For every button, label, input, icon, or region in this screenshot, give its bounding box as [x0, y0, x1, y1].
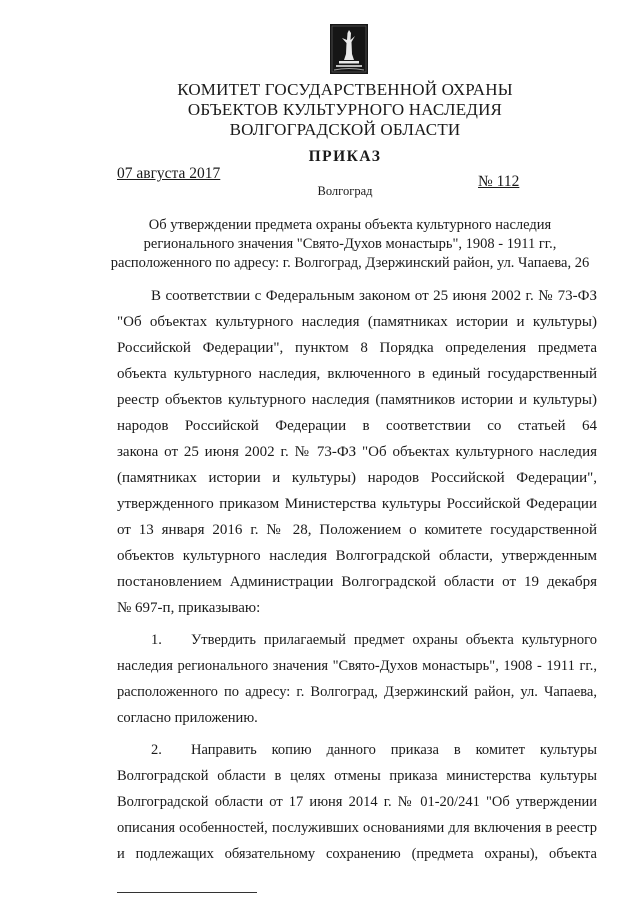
- org-line: КОМИТЕТ ГОСУДАРСТВЕННОЙ ОХРАНЫ: [177, 80, 513, 99]
- text-line: и подлежащих обязательному сохранению (предмета охраны), объекта: [117, 846, 597, 862]
- item-first-line: Утвердить прилагаемый предмет охраны объекта культурного: [191, 632, 597, 648]
- order-item-1: [117, 627, 597, 731]
- text-line: народов Российской Федерации в соответствии со статьей 64: [117, 418, 597, 434]
- org-line: ОБЪЕКТОВ КУЛЬТУРНОГО НАСЛЕДИЯ: [187, 100, 503, 119]
- text-line: утвержденного приказом Министерства культуры Российской Федерации: [117, 496, 597, 512]
- text-line: объектов культурного наследия Волгоградской области, утвержденным: [117, 548, 597, 564]
- document-city: Волгоград: [317, 184, 373, 198]
- organization-name: [150, 80, 540, 140]
- document-body: [117, 283, 597, 867]
- text-line: наследия регионального значения "Свято-Духов монастырь", 1908 - 1911 гг.,: [117, 658, 597, 674]
- text-line: В соответствии с Федеральным законом от 25 июня 2002 г. № 73-ФЗ: [151, 288, 597, 304]
- item-number: 2.: [151, 742, 162, 758]
- text-line: "Об объектах культурного наследия (памятниках истории и культуры): [117, 314, 597, 330]
- text-line: от 13 января 2016 г. № 28, Положением о комитете государственной: [117, 522, 597, 538]
- order-item-2: [117, 737, 597, 867]
- document-type: ПРИКАЗ: [308, 148, 382, 165]
- document-subject: [110, 216, 590, 273]
- item-number: 1.: [151, 632, 162, 648]
- subject-line: Об утверждении предмета охраны объекта культурного наследия: [148, 217, 552, 233]
- footer-divider: [117, 892, 257, 893]
- text-line: постановлением Администрации Волгоградской области от 19 декабря: [117, 574, 597, 590]
- text-line: расположенного по адресу: г. Волгоград, Дзержинский район, ул. Чапаева,: [117, 684, 597, 700]
- text-line: реестр объектов культурного наследия (памятников истории и культуры): [117, 392, 597, 408]
- document-date: 07 августа 2017: [117, 165, 221, 182]
- text-line: Волгоградской области от 17 июня 2014 г. № 01-20/241 "Об утверждении: [117, 794, 597, 810]
- text-line: закона от 25 июня 2002 г. № 73-ФЗ "Об объектах культурного наследия: [117, 444, 597, 460]
- text-line: согласно приложению.: [117, 710, 258, 726]
- subject-line: регионального значения "Свято-Духов монастырь", 1908 - 1911 гг.,: [143, 236, 557, 252]
- text-line: Волгоградской области в целях отмены приказа министерства культуры: [117, 768, 597, 784]
- text-line: (памятниках истории и культуры) народов Российской Федерации",: [117, 470, 597, 486]
- preamble-paragraph: [117, 283, 597, 621]
- org-line: ВОЛГОГРАДСКОЙ ОБЛАСТИ: [229, 120, 461, 139]
- text-line: [117, 737, 597, 763]
- document-number: № 112: [478, 173, 520, 190]
- text-line: объекта культурного наследия, включенного в единый государственный: [117, 366, 597, 382]
- item-first-line: Направить копию данного приказа в комитет культуры: [191, 742, 597, 758]
- volgograd-emblem-icon: [330, 24, 368, 74]
- subject-line: расположенного по адресу: г. Волгоград, Дзержинский район, ул. Чапаева, 26: [110, 255, 590, 271]
- text-line: № 697-п, приказываю:: [117, 600, 261, 616]
- text-line: описания особенностей, послуживших основаниями для включения в реестр: [117, 820, 597, 836]
- text-line: Российской Федерации", пунктом 8 Порядка определения предмета: [117, 340, 597, 356]
- text-line: [117, 627, 597, 653]
